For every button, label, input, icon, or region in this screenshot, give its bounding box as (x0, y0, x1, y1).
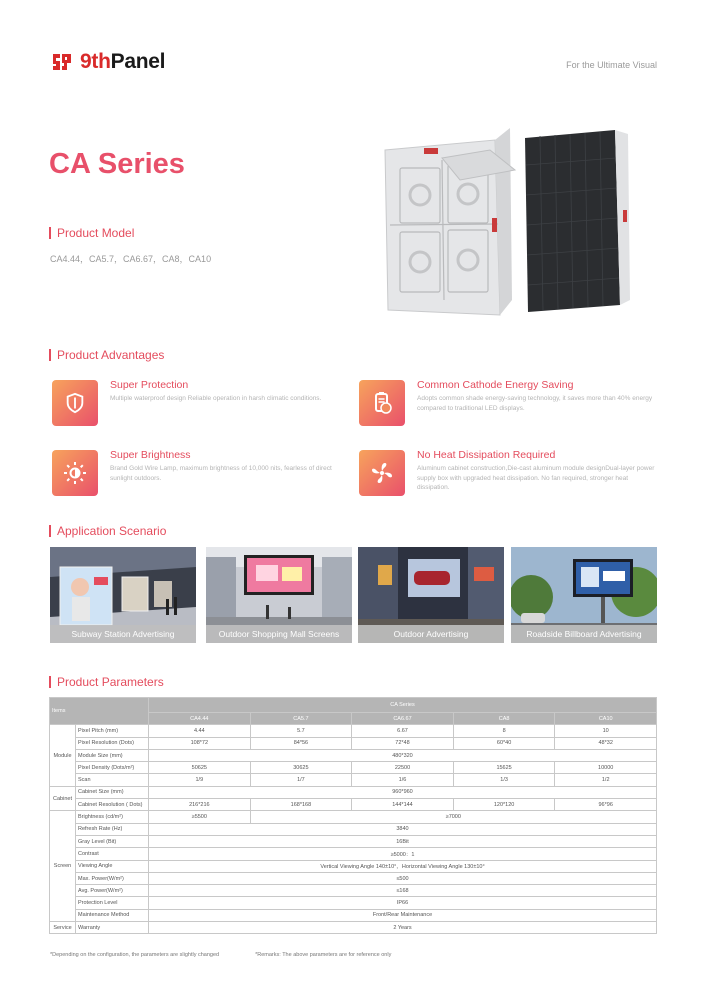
footnotes (50, 952, 391, 958)
scenario-card (511, 547, 657, 643)
param-value: 168*168 (250, 799, 352, 811)
param-value: IP66 (149, 897, 657, 909)
param-value: 216*216 (149, 799, 251, 811)
battery-eco-icon (359, 380, 405, 426)
section-heading-product-parameters (49, 675, 164, 689)
section-heading-product-advantages (49, 348, 164, 362)
param-value: 50625 (149, 762, 251, 774)
section-heading-product-model (49, 226, 134, 240)
brand-logo (50, 50, 165, 74)
scenario-caption: Subway Station Advertising (50, 625, 196, 643)
param-value: 72*48 (352, 737, 454, 749)
advantage-title: No Heat Dissipation Required (417, 449, 556, 461)
table-row (50, 848, 657, 860)
advantage-title: Common Cathode Energy Saving (417, 379, 574, 391)
param-value: Vertical Viewing Angle 140±10°，Horizontal Viewing Angle 130±10° (149, 860, 657, 872)
param-value: ≥5000：1 (149, 848, 657, 860)
param-value: ≤168 (149, 885, 657, 897)
table-row (50, 885, 657, 897)
table-row (50, 725, 657, 737)
param-label: Cabinet Resolution ( Dots) (76, 799, 149, 811)
scenario-caption: Outdoor Advertising (358, 625, 504, 643)
model-header: CA6.67 (352, 713, 454, 725)
heading-label: Product Parameters (57, 675, 164, 689)
param-value: 3840 (149, 823, 657, 835)
advantage-item (359, 380, 659, 426)
param-label: Pixel Pitch (mm) (76, 725, 149, 737)
heading-bar (49, 349, 51, 361)
table-row (50, 897, 657, 909)
param-value: 480*320 (149, 749, 657, 761)
table-row (50, 860, 657, 872)
group-label: Service (50, 922, 76, 934)
table-row (50, 786, 657, 798)
param-value: 60*40 (453, 737, 555, 749)
scenario-card (50, 547, 196, 643)
param-value: 1/9 (149, 774, 251, 786)
param-label: Scan (76, 774, 149, 786)
param-value: 120*120 (453, 799, 555, 811)
table-row (50, 823, 657, 835)
advantage-item (52, 450, 342, 496)
param-value: 22500 (352, 762, 454, 774)
scenario-caption: Roadside Billboard Advertising (511, 625, 657, 643)
product-image (330, 120, 660, 320)
series-header: CA Series (149, 698, 657, 713)
param-label: Refresh Rate (Hz) (76, 823, 149, 835)
group-label: Cabinet (50, 786, 76, 811)
param-label: Cabinet Size (mm) (76, 786, 149, 798)
group-label: Screen (50, 811, 76, 922)
heading-label: Application Scenario (57, 524, 167, 538)
advantage-description: Brand Gold Wire Lamp, maximum brightness of 10,000 nits, fearless of direct sunlight outdoors. (110, 465, 332, 482)
param-value: 1/6 (352, 774, 454, 786)
cabinet-rear-view (385, 128, 515, 315)
advantage-item (359, 450, 659, 496)
param-value: 4.44 (149, 725, 251, 737)
heading-label: Product Model (57, 226, 135, 240)
heading-label: Product Advantages (57, 348, 165, 362)
param-label: Protection Level (76, 897, 149, 909)
advantage-description: Adopts common shade energy-saving technology, it saves more than 40% energy compared to traditional LED displays. (417, 395, 653, 412)
advantage-title: Super Brightness (110, 449, 191, 461)
param-value: 108*72 (149, 737, 251, 749)
heading-bar (49, 227, 51, 239)
model-header: CA8 (453, 713, 555, 725)
param-value: 15625 (453, 762, 555, 774)
advantage-item (52, 380, 342, 426)
param-label: Contrast (76, 848, 149, 860)
advantage-title: Super Protection (110, 379, 189, 391)
fan-icon (359, 450, 405, 496)
footnote-right: *Remarks: The above parameters are for reference only (255, 952, 392, 958)
param-label: Pixel Density (Dots/m²) (76, 762, 149, 774)
param-value: 1/7 (250, 774, 352, 786)
param-label: Module Size (mm) (76, 749, 149, 761)
param-value: 30625 (250, 762, 352, 774)
logo-mark-icon (50, 50, 74, 74)
param-label: Maintenance Method (76, 909, 149, 921)
parameters-table (49, 697, 657, 934)
param-label: Pixel Resolution (Dots) (76, 737, 149, 749)
advantage-description: Aluminum cabinet construction,Die-cast aluminum module designDual-layer power supply box with upgraded heat dissipation. No fan required, stronger heat dissipation. (417, 465, 655, 491)
table-row (50, 922, 657, 934)
table-row (50, 909, 657, 921)
advantage-description: Multiple waterproof design Reliable operation in harsh climatic conditions. (110, 395, 322, 402)
heading-bar (49, 676, 51, 688)
table-header-row (50, 698, 657, 713)
model-header: CA5.7 (250, 713, 352, 725)
param-label: Warranty (76, 922, 149, 934)
param-value: 1/2 (555, 774, 657, 786)
scenario-card (206, 547, 352, 643)
param-label: Viewing Angle (76, 860, 149, 872)
param-value: 5.7 (250, 725, 352, 737)
page-title: CA Series (49, 148, 185, 180)
param-label: Max. Power(W/m²) (76, 872, 149, 884)
param-value: 6.67 (352, 725, 454, 737)
table-row (50, 737, 657, 749)
param-value: 96*96 (555, 799, 657, 811)
model-header: CA10 (555, 713, 657, 725)
param-label: Brightness (cd/m²) (76, 811, 149, 823)
footnote-left: *Depending on the configuration, the parameters are slightly changed (50, 952, 220, 958)
param-value: 8 (453, 725, 555, 737)
param-value: 84*56 (250, 737, 352, 749)
param-value: ≤500 (149, 872, 657, 884)
param-value: ≥5500 (149, 811, 251, 823)
table-row (50, 774, 657, 786)
brand-name: 9thPanel (80, 50, 166, 73)
model-header: CA4.44 (149, 713, 251, 725)
param-value: 2 Years (149, 922, 657, 934)
section-heading-application-scenario (49, 524, 166, 538)
heading-bar (49, 525, 51, 537)
param-value: 10 (555, 725, 657, 737)
table-row (50, 811, 657, 823)
param-label: Gray Level (Bit) (76, 835, 149, 847)
param-value: ≥7000 (250, 811, 656, 823)
table-row (50, 762, 657, 774)
param-value: 16Bit (149, 835, 657, 847)
param-value: 48*32 (555, 737, 657, 749)
tagline: For the Ultimate Visual (566, 60, 657, 70)
table-row (50, 835, 657, 847)
param-value: 960*960 (149, 786, 657, 798)
param-value: 144*144 (352, 799, 454, 811)
scenario-caption: Outdoor Shopping Mall Screens (206, 625, 352, 643)
group-label: Module (50, 725, 76, 786)
param-label: Avg. Power(W/m²) (76, 885, 149, 897)
shield-icon (52, 380, 98, 426)
model-list: CA4.44，CA5.7，CA6.67，CA8，CA10 (50, 254, 212, 264)
cabinet-front-view (525, 130, 630, 312)
table-row (50, 799, 657, 811)
scenario-card (358, 547, 504, 643)
param-value: Front/Rear Maintenance (149, 909, 657, 921)
table-row (50, 872, 657, 884)
param-value: 10000 (555, 762, 657, 774)
param-value: 1/3 (453, 774, 555, 786)
table-row (50, 749, 657, 761)
sun-icon (52, 450, 98, 496)
items-header: Items (50, 698, 149, 725)
